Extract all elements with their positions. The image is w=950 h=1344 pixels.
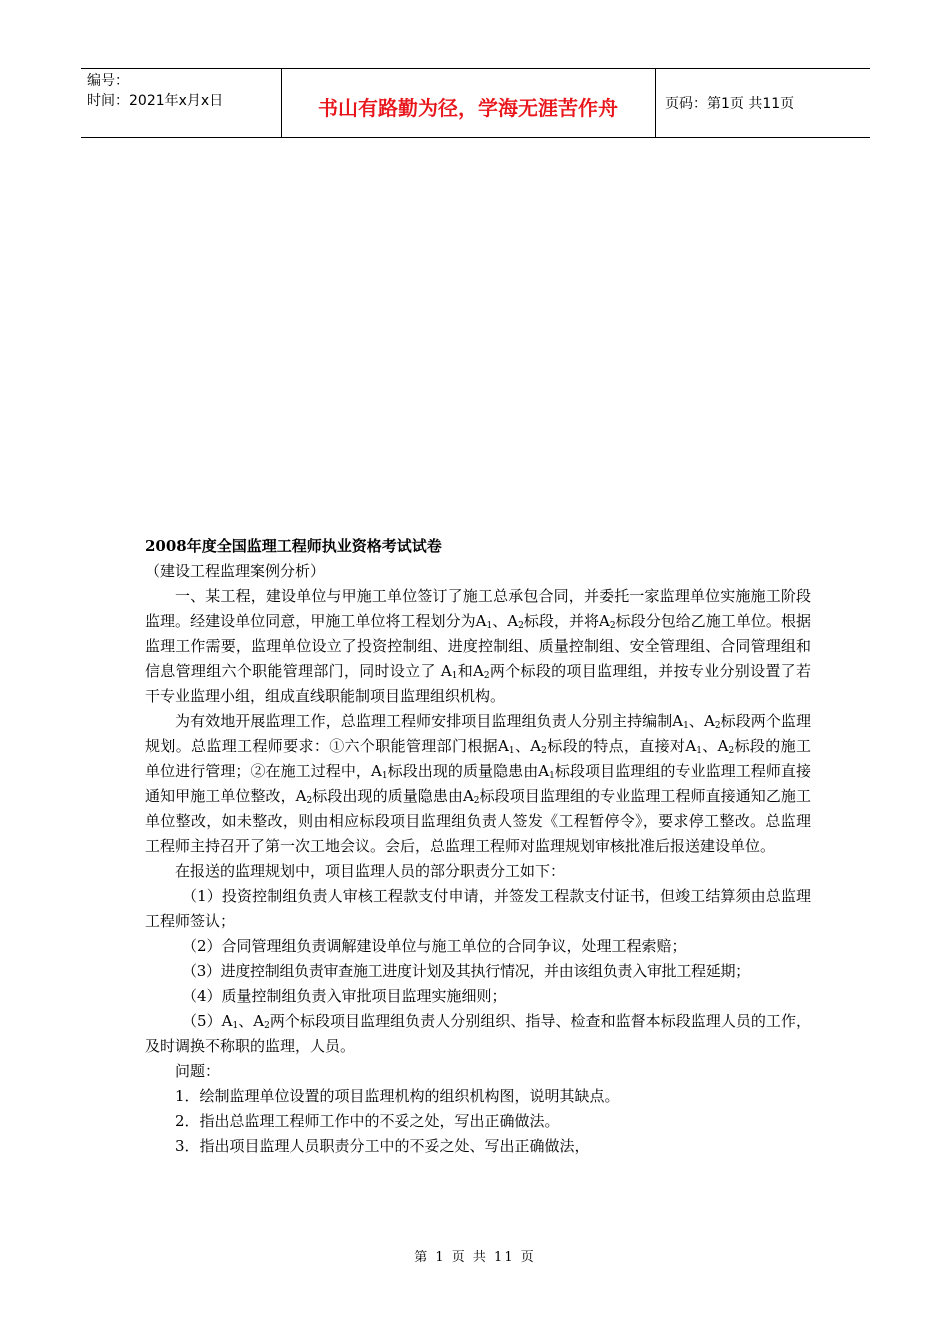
question-3: 3．指出项目监理人员职责分工中的不妥之处、写出正确做法， [175,1137,590,1155]
code-label: 编号： [87,73,129,89]
header-meta-cell [81,69,282,137]
list-item-4: （4）质量控制组负责入审批项目监理实施细则； [182,987,507,1005]
motto: 书山有路勤为径，学海无涯苦作舟 [318,96,618,120]
list-item-3: （3）进度控制组负责审查施工进度计划及其执行情况，并由该组负责入审批工程延期； [182,962,750,980]
doc-subtitle: （建设工程监理案例分析） [145,562,326,580]
doc-title: 2008年度全国监理工程师执业资格考试试卷 [145,537,442,555]
page-header [81,68,870,138]
list-item-5: $(5)A_1$、$A_2$两个标段项目监理组负责人分别组织、指导、检查和监督本标段监理人员的工作，及时调换不称职的监理，人员。 [145,1012,811,1055]
paragraph-3: 在报送的监理规划中，项目监理人员的部分职责分工如下： [175,862,566,880]
time-label: 时间：2021年x月x日 [87,93,224,109]
question-2: 2．指出总监理工程师工作中的不妥之处，写出正确做法。 [175,1112,560,1130]
list-item-2: （2）合同管理组负责调解建设单位与施工单位的合同争议，处理工程索赔； [182,937,687,955]
header-page-cell [655,69,870,137]
header-motto-cell [281,69,656,137]
questions-label: 问题： [175,1062,221,1080]
paragraph-2: 为有效地开展监理工作，总监理工程师安排项目监理组负责人分别主持编制$A_1$、$A_2$标段两个监理规划。总监理工程师要求：①六个职能管理部门根据$A_1$、$A_2$标段的特点，直接对$A_1$、$A_2$标段的施工单位进行管理；②在施工过程中，$A_1$标段出现的质量隐患由$A_1$标段项目监理组的专业监理工程师直接通知甲施工单位整改，$A_2$标段出现的质量隐患由$A_2$标段项目监理组的专业监理工程师直接通知乙施工单位整改，如未整改，则由相应标段项目监理组负责人签发《工程暂停令》，要求停工整改。总监理工程师主持召开了第一次工地会议。会后，总监理工程师对监理规划审核批准后报送建设单位。 [145,712,811,855]
question-1: 1．绘制监理单位设置的项目监理机构的组织机构图，说明其缺点。 [175,1087,620,1105]
paragraph-1: 一、某工程，建设单位与甲施工单位签订了施工总承包合同，并委托一家监理单位实施施工阶段监理。经建设单位同意，甲施工单位将工程划分为$A_1$、$A_2$标段，并将$A_2$标段分包给乙施工单位。根据监理工作需要，监理单位设立了投资控制组、进度控制组、质量控制组、安全管理组、合同管理组和信息管理组六个职能管理部门，同时设立了 $A_1$和$A_2$两个标段的项目监理组，并按专业分别设置了若干专业监理小组，组成直线职能制项目监理组织机构。 [145,587,811,705]
page-footer: 第 1 页 共 11 页 [414,1250,536,1265]
page-info: 页码：第1页 共11页 [665,96,795,112]
document-body [145,534,811,1159]
list-item-1: （1）投资控制组负责人审核工程款支付申请，并签发工程款支付证书，但竣工结算须由总监理工程师签认； [145,887,811,930]
